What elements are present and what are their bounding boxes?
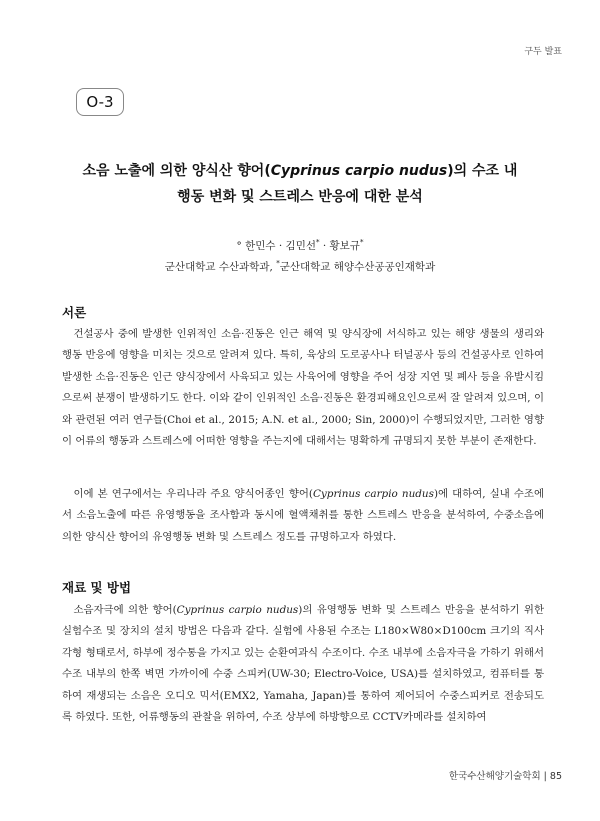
session-label: 구두 발표 <box>524 47 562 57</box>
affiliation: 군산대학교 수산과학과, *군산대학교 해양수산공공인재학과 <box>164 259 436 273</box>
title-line-1: 소음 노출에 의한 양식산 향어(Cyprinus carpio nudus)의 수조 내 <box>82 163 518 179</box>
intro-paragraph-2: 이에 본 연구에서는 우리나라 주요 양식어종인 향어(Cyprinus carpio nudus)에 대하여, 실내 수조에서 소음노출에 따른 유영행동을 조사함과 동시에 혈액채취를 통한 스트레스 반응을 분석하여, 수중소음에 의한 양식산 향어의 유영행동 변화 및 스트레스 정도를 규명하고자 하였다. <box>62 488 544 543</box>
page-footer: 한국수산해양기술학회 | 85 <box>448 771 562 782</box>
intro-paragraph-1: 건설공사 중에 발생한 인위적인 소음·진동은 인근 해역 및 양식장에 서식하고 있는 해양 생물의 생리와 행동 반응에 영향을 미치는 것으로 알려져 있다. 특히, 육상의 도로공사나 터널공사 등의 건설공사로 인하여 발생한 소음·진동은 인근 양식장에서 사육되고 있는 사육어에 영향을 주어 성장 지연 및 폐사 등을 유발시킴으로써 분쟁이 발생하기도 한다. 이와 같이 인위적인 소음·진동은 환경피해요인으로써 잘 알려져 있으며, 이와 관련된 여러 연구들(Choi et al., 2015; A.N. et al., 2000; Sin, 2000)이 수행되었지만, 그러한 영향이 어류의 행동과 스트레스에 어떠한 영향을 주는지에 대해서는 명확하게 규명되지 못한 부분이 존재한다. <box>62 328 544 448</box>
title-line-2: 행동 변화 및 스트레스 반응에 대한 분석 <box>177 189 423 205</box>
author-list: ° 한민수 · 김민선* · 황보규* <box>236 238 364 252</box>
corresponding-mark: * <box>359 238 364 247</box>
corresponding-mark: * <box>316 238 320 247</box>
methods-paragraph-1: 소음자극에 의한 향어(Cyprinus carpio nudus)의 유영행동 변화 및 스트레스 반응을 분석하기 위한 실험수조 및 장치의 설치 방법은 다음과 같다. 실험에 사용된 수조는 L180×W80×D100cm 크기의 직사각형 형태로서, 하부에 정수통을 가지고 있는 순환여과식 수조이다. 수조 내부에 소음자극을 가하기 위해서 수조 내부의 한쪽 벽면 가까이에 수중 스피커(UW-30; Electro-Voice, USA)를 설치하였고, 컴퓨터를 통하여 재생되는 소음은 오디오 믹서(EMX2, Yamaha, Japan)를 통하여 제어되어 수중스피커로 전송되도록 하였다. 또한, 어류행동의 관찰을 위하여, 수조 상부에 하방향으로 CCTV카메라를 설치하여 <box>62 604 545 724</box>
presentation-code-badge: O-3 <box>76 88 124 116</box>
paper-title <box>40 158 560 210</box>
section-heading-methods: 재료 및 방법 <box>62 580 132 595</box>
scientific-name: Cyprinus carpio nudus <box>270 163 448 179</box>
presenter-mark: ° <box>236 240 242 252</box>
section-heading-intro: 서론 <box>62 305 87 320</box>
